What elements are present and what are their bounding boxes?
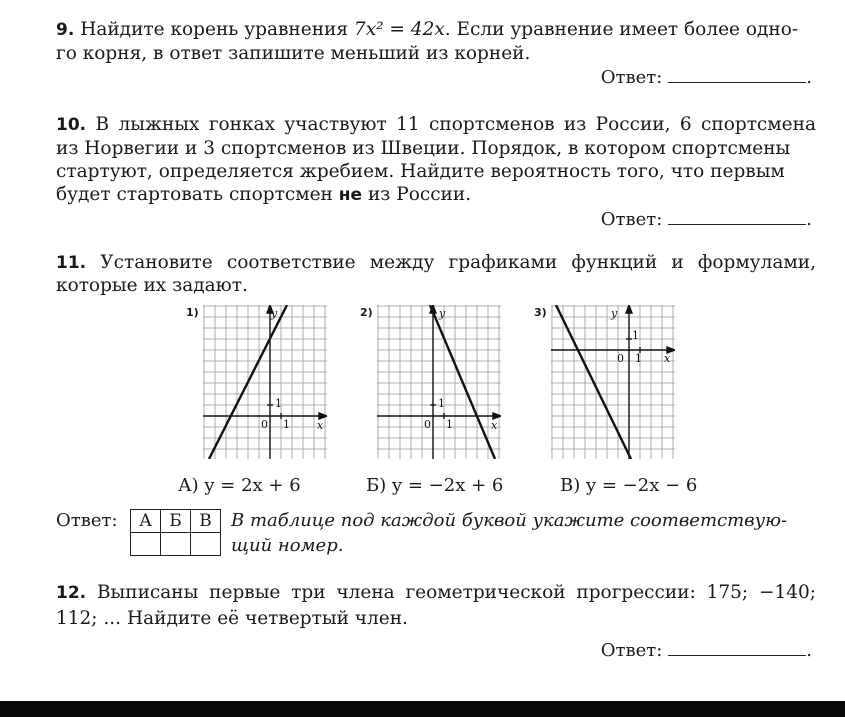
q10-text-4-bold: не bbox=[338, 185, 363, 205]
q10-line-4 bbox=[56, 183, 816, 207]
q12-answer bbox=[601, 637, 812, 661]
q12-answer-end: . bbox=[806, 640, 812, 661]
table-header-b: Б bbox=[161, 510, 191, 533]
q12-line-2: 112; ... Найдите её четвертый член. bbox=[56, 608, 408, 629]
q9-answer-label: Ответ: bbox=[600, 67, 663, 88]
q10-number: 10. bbox=[56, 115, 87, 135]
q9-answer bbox=[601, 64, 812, 88]
q11-line-2: которые их задают. bbox=[56, 275, 248, 296]
graph-3-one-x: 1 bbox=[635, 352, 642, 365]
graph-2-label: 2) bbox=[360, 306, 373, 319]
graph-3-origin: 0 bbox=[617, 352, 624, 365]
q11-hint-line-2: щий номер. bbox=[231, 535, 344, 556]
q10-answer-field[interactable] bbox=[668, 206, 806, 225]
graph-2-one-y: 1 bbox=[438, 397, 445, 410]
q10-text-4b: из России. bbox=[367, 184, 472, 205]
formula-c: В) y = −2x − 6 bbox=[560, 475, 698, 496]
formula-b: Б) y = −2x + 6 bbox=[366, 475, 504, 496]
table-cell-b[interactable] bbox=[161, 533, 191, 556]
graph-3-one-y: 1 bbox=[632, 329, 639, 342]
table-cell-c[interactable] bbox=[191, 533, 221, 556]
q11-answer-label: Ответ: bbox=[56, 510, 118, 531]
graph-2-y-label: y bbox=[439, 307, 446, 320]
q11-line-1 bbox=[56, 251, 816, 275]
graph-1-origin: 0 bbox=[261, 418, 268, 431]
formula-a: А) y = 2x + 6 bbox=[178, 475, 301, 496]
q10-answer-label: Ответ: bbox=[600, 209, 663, 230]
q12-line-1 bbox=[56, 581, 816, 605]
graph-1-y-label: y bbox=[271, 307, 278, 320]
q10-line-3: стартуют, определяется жребием. Найдите вероятность того, что первым bbox=[56, 161, 785, 182]
graph-3-label: 3) bbox=[534, 306, 547, 319]
q12-answer-field[interactable] bbox=[668, 637, 806, 656]
q10-answer-end: . bbox=[806, 209, 812, 230]
q9-answer-end: . bbox=[806, 67, 812, 88]
graph-2-one-x: 1 bbox=[446, 418, 453, 431]
graph-1-one-y: 1 bbox=[275, 397, 282, 410]
q9-answer-field[interactable] bbox=[668, 64, 806, 83]
table-header-a: А bbox=[131, 510, 161, 533]
graph-1-label: 1) bbox=[186, 306, 199, 319]
q12-text-1: Выписаны первые три члена геометрической прогрессии: 175; −140; bbox=[96, 582, 816, 603]
q9-text-b: . Если уравнение имеет более одно- bbox=[444, 19, 799, 40]
q10-text-4a: будет стартовать спортсмен bbox=[56, 184, 333, 205]
q9-text-a: Найдите корень уравнения bbox=[80, 19, 349, 40]
q9-equation: 7x² = 42x bbox=[353, 19, 445, 40]
graph-3-x-label: x bbox=[664, 352, 671, 365]
graph-2-x-label: x bbox=[491, 419, 498, 432]
q9-line-2: го корня, в ответ запишите меньший из корней. bbox=[56, 43, 531, 64]
q11-number: 11. bbox=[56, 253, 87, 273]
q10-line-2: из Норвегии и 3 спортсменов из Швеции. Порядок, в котором спортсмены bbox=[56, 138, 791, 159]
q11-hint-line-1: В таблице под каждой буквой укажите соответствую- bbox=[231, 510, 788, 531]
q12-answer-label: Ответ: bbox=[600, 640, 663, 661]
graph-2-origin: 0 bbox=[424, 418, 431, 431]
q11-answer-table bbox=[130, 509, 221, 556]
q11-text-1: Установите соответствие между графиками функций и формулами, bbox=[100, 252, 816, 273]
q10-text-1: В лыжных гонках участвуют 11 спортсменов из России, 6 спортсмена bbox=[95, 114, 816, 135]
graph-2 bbox=[377, 305, 501, 459]
graph-1 bbox=[203, 305, 327, 459]
q10-line-1 bbox=[56, 113, 816, 137]
q10-answer bbox=[601, 206, 812, 230]
graph-3-y-label: y bbox=[611, 307, 618, 320]
q9-number: 9. bbox=[56, 20, 75, 40]
table-header-c: В bbox=[191, 510, 221, 533]
graph-3 bbox=[551, 305, 675, 459]
q12-number: 12. bbox=[56, 583, 87, 603]
bottom-border bbox=[0, 701, 845, 717]
q9-line-1 bbox=[56, 18, 816, 42]
table-cell-a[interactable] bbox=[131, 533, 161, 556]
graph-1-one-x: 1 bbox=[283, 418, 290, 431]
graph-1-x-label: x bbox=[317, 419, 324, 432]
